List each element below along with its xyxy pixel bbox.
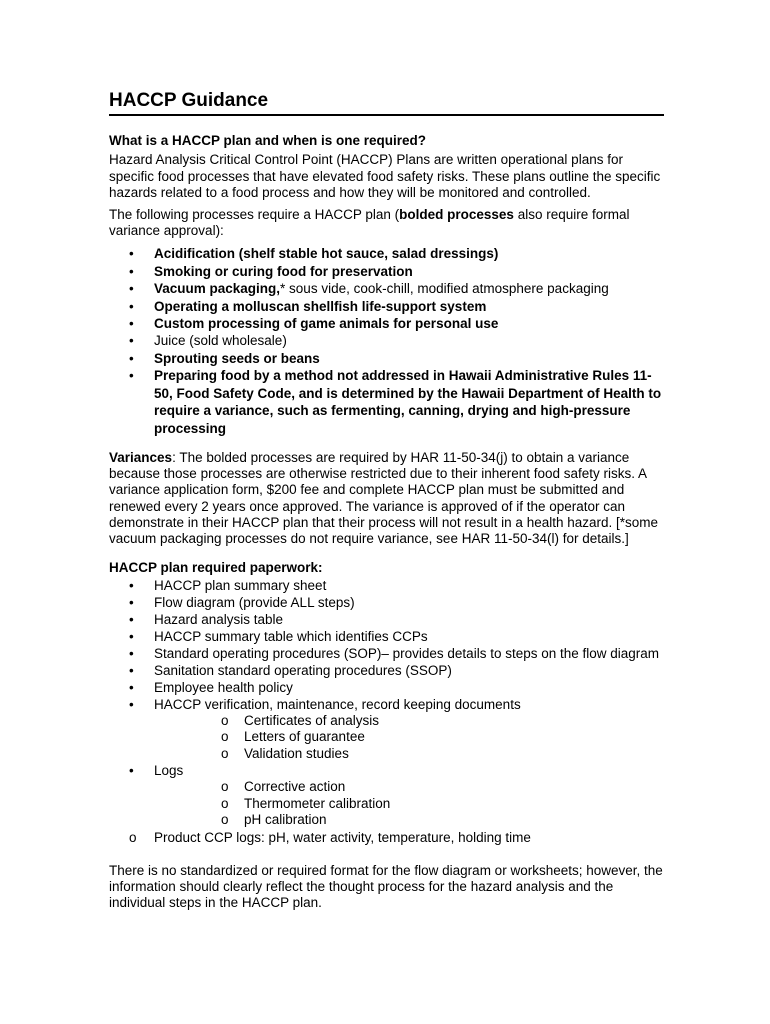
processes-intro-pre: The following processes require a HACCP plan ( bbox=[109, 206, 400, 222]
section-question: What is a HACCP plan and when is one required? bbox=[109, 133, 427, 148]
intro-paragraph: Hazard Analysis Critical Control Point (HACCP) Plans are written operational plans for specific food processes that have elevated food safety risks. These plans outline the specific hazards related to a food process and how they will be monitored and controlled. bbox=[109, 152, 661, 201]
processes-intro-bold: bolded processes bbox=[399, 206, 514, 222]
sublist-item: o Certificates of analysis bbox=[154, 713, 664, 730]
process-list bbox=[109, 245, 664, 436]
process-item: • Acidification (shelf stable hot sauce, salad dressings) bbox=[109, 245, 664, 262]
variances-text: : The bolded processes are required by HAR 11-50-34(j) to obtain a variance because those processes are otherwise restricted due to their inherent food safety risks. A variance application form, $200 fee and complete HACCP plan must be submitted and renewed every 2 years once approved. The variance is approved of if the operator can demonstrate in their HACCP plan that their process will not result in a health hazard. [*some vacuum packaging processes do not require variance, see HAR 11-50-34(l) for details.] bbox=[109, 449, 659, 546]
paperwork-heading: HACCP plan required paperwork: bbox=[109, 560, 323, 576]
paperwork-list bbox=[109, 577, 664, 846]
page-title: HACCP Guidance bbox=[109, 89, 664, 116]
paperwork-item: • Flow diagram (provide ALL steps) bbox=[109, 594, 664, 611]
paperwork-item: • Hazard analysis table bbox=[109, 611, 664, 628]
sublist-item: o Validation studies bbox=[154, 746, 664, 763]
variances-label: Variances bbox=[109, 449, 173, 465]
processes-intro-post: also require formal variance approval): bbox=[109, 206, 630, 239]
sublist-item: o Thermometer calibration bbox=[154, 796, 664, 813]
paperwork-item: • HACCP summary table which identifies CCPs bbox=[109, 628, 664, 645]
variances-paragraph bbox=[109, 450, 664, 547]
paperwork-item: • Sanitation standard operating procedures (SSOP) bbox=[109, 662, 664, 679]
process-item: • Preparing food by a method not addressed in Hawaii Administrative Rules 11-50, Food Safety Code, and is determined by the Hawaii Department of Health to require a variance, such as fermenting, canning, drying and high-pressure processing bbox=[109, 367, 664, 437]
process-item: • Smoking or curing food for preservation bbox=[109, 263, 664, 280]
paperwork-item: • Standard operating procedures (SOP)– provides details to steps on the flow diagram bbox=[109, 645, 664, 662]
process-item: • Custom processing of game animals for personal use bbox=[109, 315, 664, 332]
logs-sublist bbox=[154, 779, 664, 829]
sublist-item: o Corrective action bbox=[154, 779, 664, 796]
verification-sublist bbox=[154, 713, 664, 763]
paperwork-item: o Product CCP logs: pH, water activity, temperature, holding time bbox=[109, 829, 664, 846]
document-page bbox=[109, 89, 664, 912]
process-item: • Juice (sold wholesale) bbox=[109, 332, 664, 349]
closing-paragraph: There is no standardized or required format for the flow diagram or worksheets; however, the information should clearly reflect the thought process for the hazard analysis and the individual steps in the HACCP plan. bbox=[109, 862, 663, 911]
sublist-item: o Letters of guarantee bbox=[154, 729, 664, 746]
paperwork-item: • HACCP plan summary sheet bbox=[109, 577, 664, 594]
process-item: • Sprouting seeds or beans bbox=[109, 350, 664, 367]
processes-intro bbox=[109, 207, 664, 240]
sublist-item: o pH calibration bbox=[154, 812, 664, 829]
paperwork-item: • HACCP verification, maintenance, record keeping documents o Certificates of analysis o Letters of guarantee o Validation studies bbox=[109, 696, 664, 763]
process-item: • Operating a molluscan shellfish life-support system bbox=[109, 298, 664, 315]
paperwork-item: • Employee health policy bbox=[109, 679, 664, 696]
process-item: • Vacuum packaging,* sous vide, cook-chill, modified atmosphere packaging bbox=[109, 280, 664, 297]
paperwork-item: • Logs o Corrective action o Thermometer calibration o pH calibration bbox=[109, 762, 664, 829]
